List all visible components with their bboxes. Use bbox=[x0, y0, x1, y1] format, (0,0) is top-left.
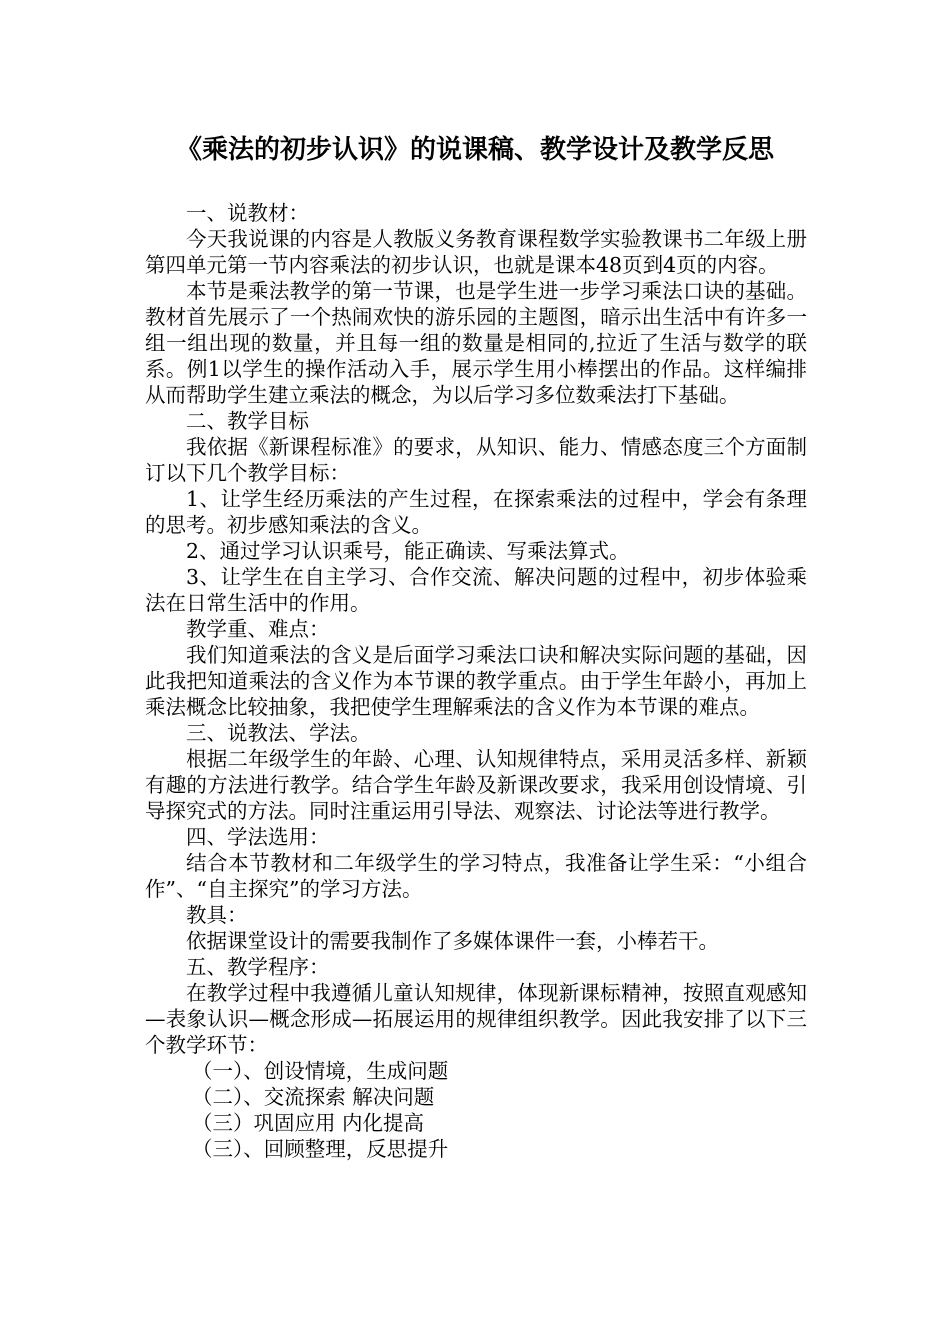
procedure-step-4: （三）、回顾整理，反思提升 bbox=[192, 1137, 449, 1161]
heading-key-points: 教学重、难点： bbox=[186, 617, 330, 641]
heading-teaching-procedure: 五、教学程序： bbox=[186, 955, 330, 979]
paragraph-lesson-content: 今天我说课的内容是人教版义务教育课程数学实验教课书二年级上册第四单元第一节内容乘法的初步认识，也就是课本48页到4页的内容。 bbox=[145, 227, 807, 277]
paragraph-learning-methods: 结合本节教材和二年级学生的学习特点，我准备让学生采：“小组合作”、“自主探究”的学习方法。 bbox=[145, 851, 807, 901]
procedure-step-1: （一）、创设情境，生成问题 bbox=[192, 1059, 449, 1083]
document-title: 《乘法的初步认识》的说课稿、教学设计及教学反思 bbox=[175, 135, 774, 165]
goal-item-2: 2、通过学习认识乘号，能正确读、写乘法算式。 bbox=[186, 539, 630, 563]
procedure-step-2: （二）、交流探索 解决问题 bbox=[192, 1085, 435, 1109]
heading-teaching-aids: 教具： bbox=[186, 903, 248, 927]
goal-item-1: 1、让学生经历乘法的产生过程，在探索乘法的过程中，学会有条理的思考。初步感知乘法的含义。 bbox=[145, 487, 807, 537]
paragraph-teaching-aids: 依据课堂设计的需要我制作了多媒体课件一套，小棒若干。 bbox=[186, 929, 719, 953]
document-body bbox=[145, 200, 807, 1162]
heading-learning-methods: 四、学法选用： bbox=[186, 825, 330, 849]
paragraph-lesson-intro: 本节是乘法教学的第一节课，也是学生进一步学习乘法口诀的基础。教材首先展示了一个热闹欢快的游乐园的主题图，暗示出生活中有许多一组一组出现的数量，并且每一组的数量是相同的,拉近了生活与数学的联系。例1以学生的操作活动入手，展示学生用小棒摆出的作品。这样编排从而帮助学生建立乘法的概念，为以后学习多位数乘法打下基础。 bbox=[145, 279, 807, 407]
heading-teaching-goals: 二、教学目标 bbox=[186, 409, 309, 433]
paragraph-key-points: 我们知道乘法的含义是后面学习乘法口诀和解决实际问题的基础，因此我把知道乘法的含义作为本节课的教学重点。由于学生年龄小，再加上乘法概念比较抽象，我把使学生理解乘法的含义作为本节课的难点。 bbox=[145, 643, 807, 719]
procedure-step-3: （三）巩固应用 内化提高 bbox=[192, 1111, 425, 1135]
heading-teaching-methods: 三、说教法、学法。 bbox=[186, 721, 371, 745]
goal-item-3: 3、让学生在自主学习、合作交流、解决问题的过程中，初步体验乘法在日常生活中的作用。 bbox=[145, 565, 807, 615]
paragraph-teaching-procedure: 在教学过程中我遵循儿童认知规律，体现新课标精神，按照直观感知—表象认识—概念形成—拓展运用的规律组织教学。因此我安排了以下三个教学环节： bbox=[145, 981, 807, 1057]
heading-teaching-material: 一、说教材： bbox=[186, 201, 309, 225]
paragraph-goals-intro: 我依据《新课程标准》的要求，从知识、能力、情感态度三个方面制订以下几个教学目标： bbox=[145, 435, 807, 485]
paragraph-teaching-methods: 根据二年级学生的年龄、心理、认知规律特点，采用灵活多样、新颖有趣的方法进行教学。结合学生年龄及新课改要求，我采用创设情境、引导探究式的方法。同时注重运用引导法、观察法、讨论法等进行教学。 bbox=[145, 747, 807, 823]
